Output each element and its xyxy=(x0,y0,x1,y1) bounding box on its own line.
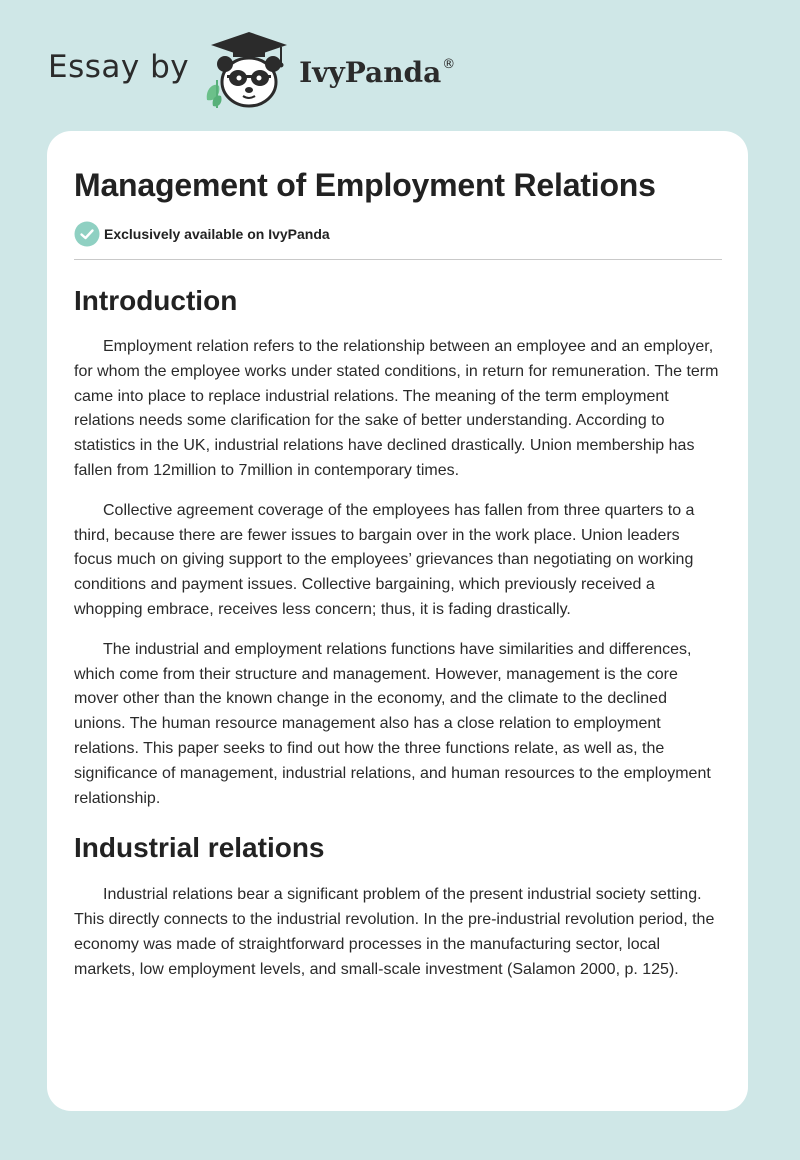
essay-card xyxy=(47,131,748,1111)
section-heading-introduction: Introduction xyxy=(74,285,238,316)
paragraph: The industrial and employment relations functions have similarities and differences, which come from their structure and management. However, management is the core mover other than the known change in the economy, and the climate to the declined unions. The human resource management also has a close relation to employment relations. This paper seeks to find out how the three functions relate, as well as, the significance of management, industrial relations, and human resources to the employment relationship. xyxy=(74,640,711,807)
paragraph: Collective agreement coverage of the employees has fallen from three quarters to a third, because there are fewer issues to bargain over in the work place. Union leaders focus much on giving support to the employees’ grievances than negotiating on working conditions and payment issues. Collective bargaining, which previously received a whopping embrace, receives less concern; thus, it is fading drastically. xyxy=(74,501,695,618)
exclusive-badge-text: Exclusively available on IvyPanda xyxy=(104,226,330,242)
registered-mark: ® xyxy=(442,56,456,72)
brand-prefix: Essay by xyxy=(48,49,190,85)
site-logo[interactable] xyxy=(48,30,455,110)
check-circle-icon xyxy=(74,221,100,247)
paragraph: Employment relation refers to the relationship between an employee and an employer, for whom the employee works under stated conditions, in return for remuneration. The term came into place to replace industrial relations. The meaning of the term employment relations needs some clarification for the sake of better understanding. According to statistics in the UK, industrial relations have declined drastically. Union membership has fallen from 12million to 7million in contemporary times. xyxy=(74,338,719,479)
title-divider xyxy=(74,259,722,260)
essay-title: Management of Employment Relations xyxy=(74,167,656,203)
section-heading-industrial-relations: Industrial relations xyxy=(74,832,325,864)
brand-name: IvyPanda xyxy=(299,55,442,89)
paragraph: Industrial relations bear a significant problem of the present industrial society setting. This directly connects to the industrial revolution. In the pre-industrial revolution period, the economy was made of straightforward processes in the manufacturing sector, local markets, low employment levels, and small-scale investment (Salamon 2000, p. 125). xyxy=(74,886,715,978)
exclusive-badge xyxy=(74,221,722,247)
panda-mascot-icon xyxy=(203,30,295,110)
